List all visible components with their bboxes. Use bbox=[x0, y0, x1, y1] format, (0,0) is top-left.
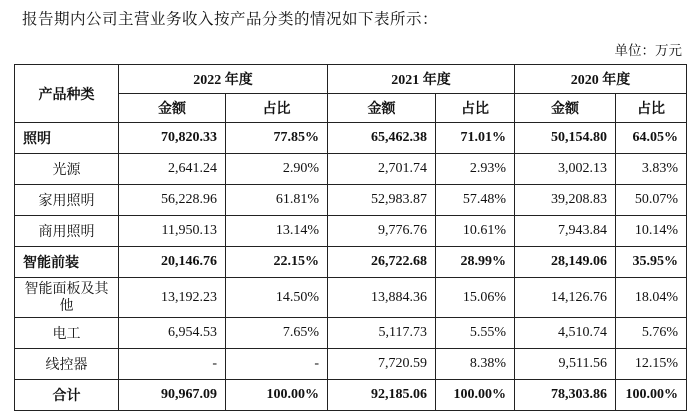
amount-header: 金额 bbox=[515, 94, 616, 123]
cell-value: 5,117.73 bbox=[328, 317, 436, 348]
cell-value: 15.06% bbox=[436, 278, 515, 318]
row-label: 商用照明 bbox=[15, 216, 119, 247]
cell-value: 28,149.06 bbox=[515, 247, 616, 278]
table-row bbox=[15, 348, 687, 379]
cell-value: 65,462.38 bbox=[328, 123, 436, 154]
cell-value: 61.81% bbox=[226, 185, 328, 216]
cell-value: 12.15% bbox=[616, 348, 687, 379]
cell-value: 100.00% bbox=[616, 379, 687, 410]
cell-value: 50,154.80 bbox=[515, 123, 616, 154]
cell-value: 2.90% bbox=[226, 154, 328, 185]
year-header-2022: 2022 年度 bbox=[119, 65, 328, 94]
table-row bbox=[15, 247, 687, 278]
row-label: 合计 bbox=[15, 379, 119, 410]
year-header-2020: 2020 年度 bbox=[515, 65, 687, 94]
share-header: 占比 bbox=[436, 94, 515, 123]
share-header: 占比 bbox=[616, 94, 687, 123]
cell-value: 9,776.76 bbox=[328, 216, 436, 247]
cell-value: 35.95% bbox=[616, 247, 687, 278]
amount-header: 金额 bbox=[328, 94, 436, 123]
row-label: 照明 bbox=[15, 123, 119, 154]
revenue-by-product-table bbox=[14, 64, 687, 411]
row-label: 家用照明 bbox=[15, 185, 119, 216]
cell-value: 70,820.33 bbox=[119, 123, 226, 154]
cell-value: 7,943.84 bbox=[515, 216, 616, 247]
cell-value: 77.85% bbox=[226, 123, 328, 154]
cell-value: 8.38% bbox=[436, 348, 515, 379]
cell-value: 3.83% bbox=[616, 154, 687, 185]
cell-value: 2,641.24 bbox=[119, 154, 226, 185]
cell-value: 56,228.96 bbox=[119, 185, 226, 216]
cell-value: 7,720.59 bbox=[328, 348, 436, 379]
cell-value: 39,208.83 bbox=[515, 185, 616, 216]
cell-value: - bbox=[119, 348, 226, 379]
cell-value: 9,511.56 bbox=[515, 348, 616, 379]
cell-value: 28.99% bbox=[436, 247, 515, 278]
cell-value: - bbox=[226, 348, 328, 379]
year-header-2021: 2021 年度 bbox=[328, 65, 515, 94]
cell-value: 14.50% bbox=[226, 278, 328, 318]
row-label: 电工 bbox=[15, 317, 119, 348]
row-label: 光源 bbox=[15, 154, 119, 185]
share-header: 占比 bbox=[226, 94, 328, 123]
cell-value: 71.01% bbox=[436, 123, 515, 154]
cell-value: 18.04% bbox=[616, 278, 687, 318]
category-header: 产品种类 bbox=[15, 65, 119, 123]
cell-value: 2.93% bbox=[436, 154, 515, 185]
cell-value: 10.14% bbox=[616, 216, 687, 247]
cell-value: 64.05% bbox=[616, 123, 687, 154]
total-row bbox=[15, 379, 687, 410]
cell-value: 26,722.68 bbox=[328, 247, 436, 278]
cell-value: 14,126.76 bbox=[515, 278, 616, 318]
amount-header: 金额 bbox=[119, 94, 226, 123]
cell-value: 50.07% bbox=[616, 185, 687, 216]
cell-value: 92,185.06 bbox=[328, 379, 436, 410]
cell-value: 13,192.23 bbox=[119, 278, 226, 318]
cell-value: 11,950.13 bbox=[119, 216, 226, 247]
table-row bbox=[15, 154, 687, 185]
cell-value: 22.15% bbox=[226, 247, 328, 278]
cell-value: 13,884.36 bbox=[328, 278, 436, 318]
row-label: 智能前装 bbox=[15, 247, 119, 278]
table-row bbox=[15, 123, 687, 154]
cell-value: 100.00% bbox=[226, 379, 328, 410]
cell-value: 5.76% bbox=[616, 317, 687, 348]
cell-value: 20,146.76 bbox=[119, 247, 226, 278]
table-row bbox=[15, 216, 687, 247]
cell-value: 3,002.13 bbox=[515, 154, 616, 185]
cell-value: 6,954.53 bbox=[119, 317, 226, 348]
cell-value: 78,303.86 bbox=[515, 379, 616, 410]
cell-value: 2,701.74 bbox=[328, 154, 436, 185]
table-row bbox=[15, 278, 687, 318]
cell-value: 13.14% bbox=[226, 216, 328, 247]
cell-value: 100.00% bbox=[436, 379, 515, 410]
cell-value: 52,983.87 bbox=[328, 185, 436, 216]
cell-value: 5.55% bbox=[436, 317, 515, 348]
cell-value: 10.61% bbox=[436, 216, 515, 247]
row-label: 智能面板及其他 bbox=[15, 278, 119, 318]
cell-value: 7.65% bbox=[226, 317, 328, 348]
cell-value: 90,967.09 bbox=[119, 379, 226, 410]
cell-value: 4,510.74 bbox=[515, 317, 616, 348]
unit-label: 单位：万元 bbox=[614, 43, 682, 59]
table-row bbox=[15, 185, 687, 216]
cell-value: 57.48% bbox=[436, 185, 515, 216]
table-row bbox=[15, 317, 687, 348]
row-label: 线控器 bbox=[15, 348, 119, 379]
intro-text: 报告期内公司主营业务收入按产品分类的情况如下表所示： bbox=[22, 10, 439, 28]
